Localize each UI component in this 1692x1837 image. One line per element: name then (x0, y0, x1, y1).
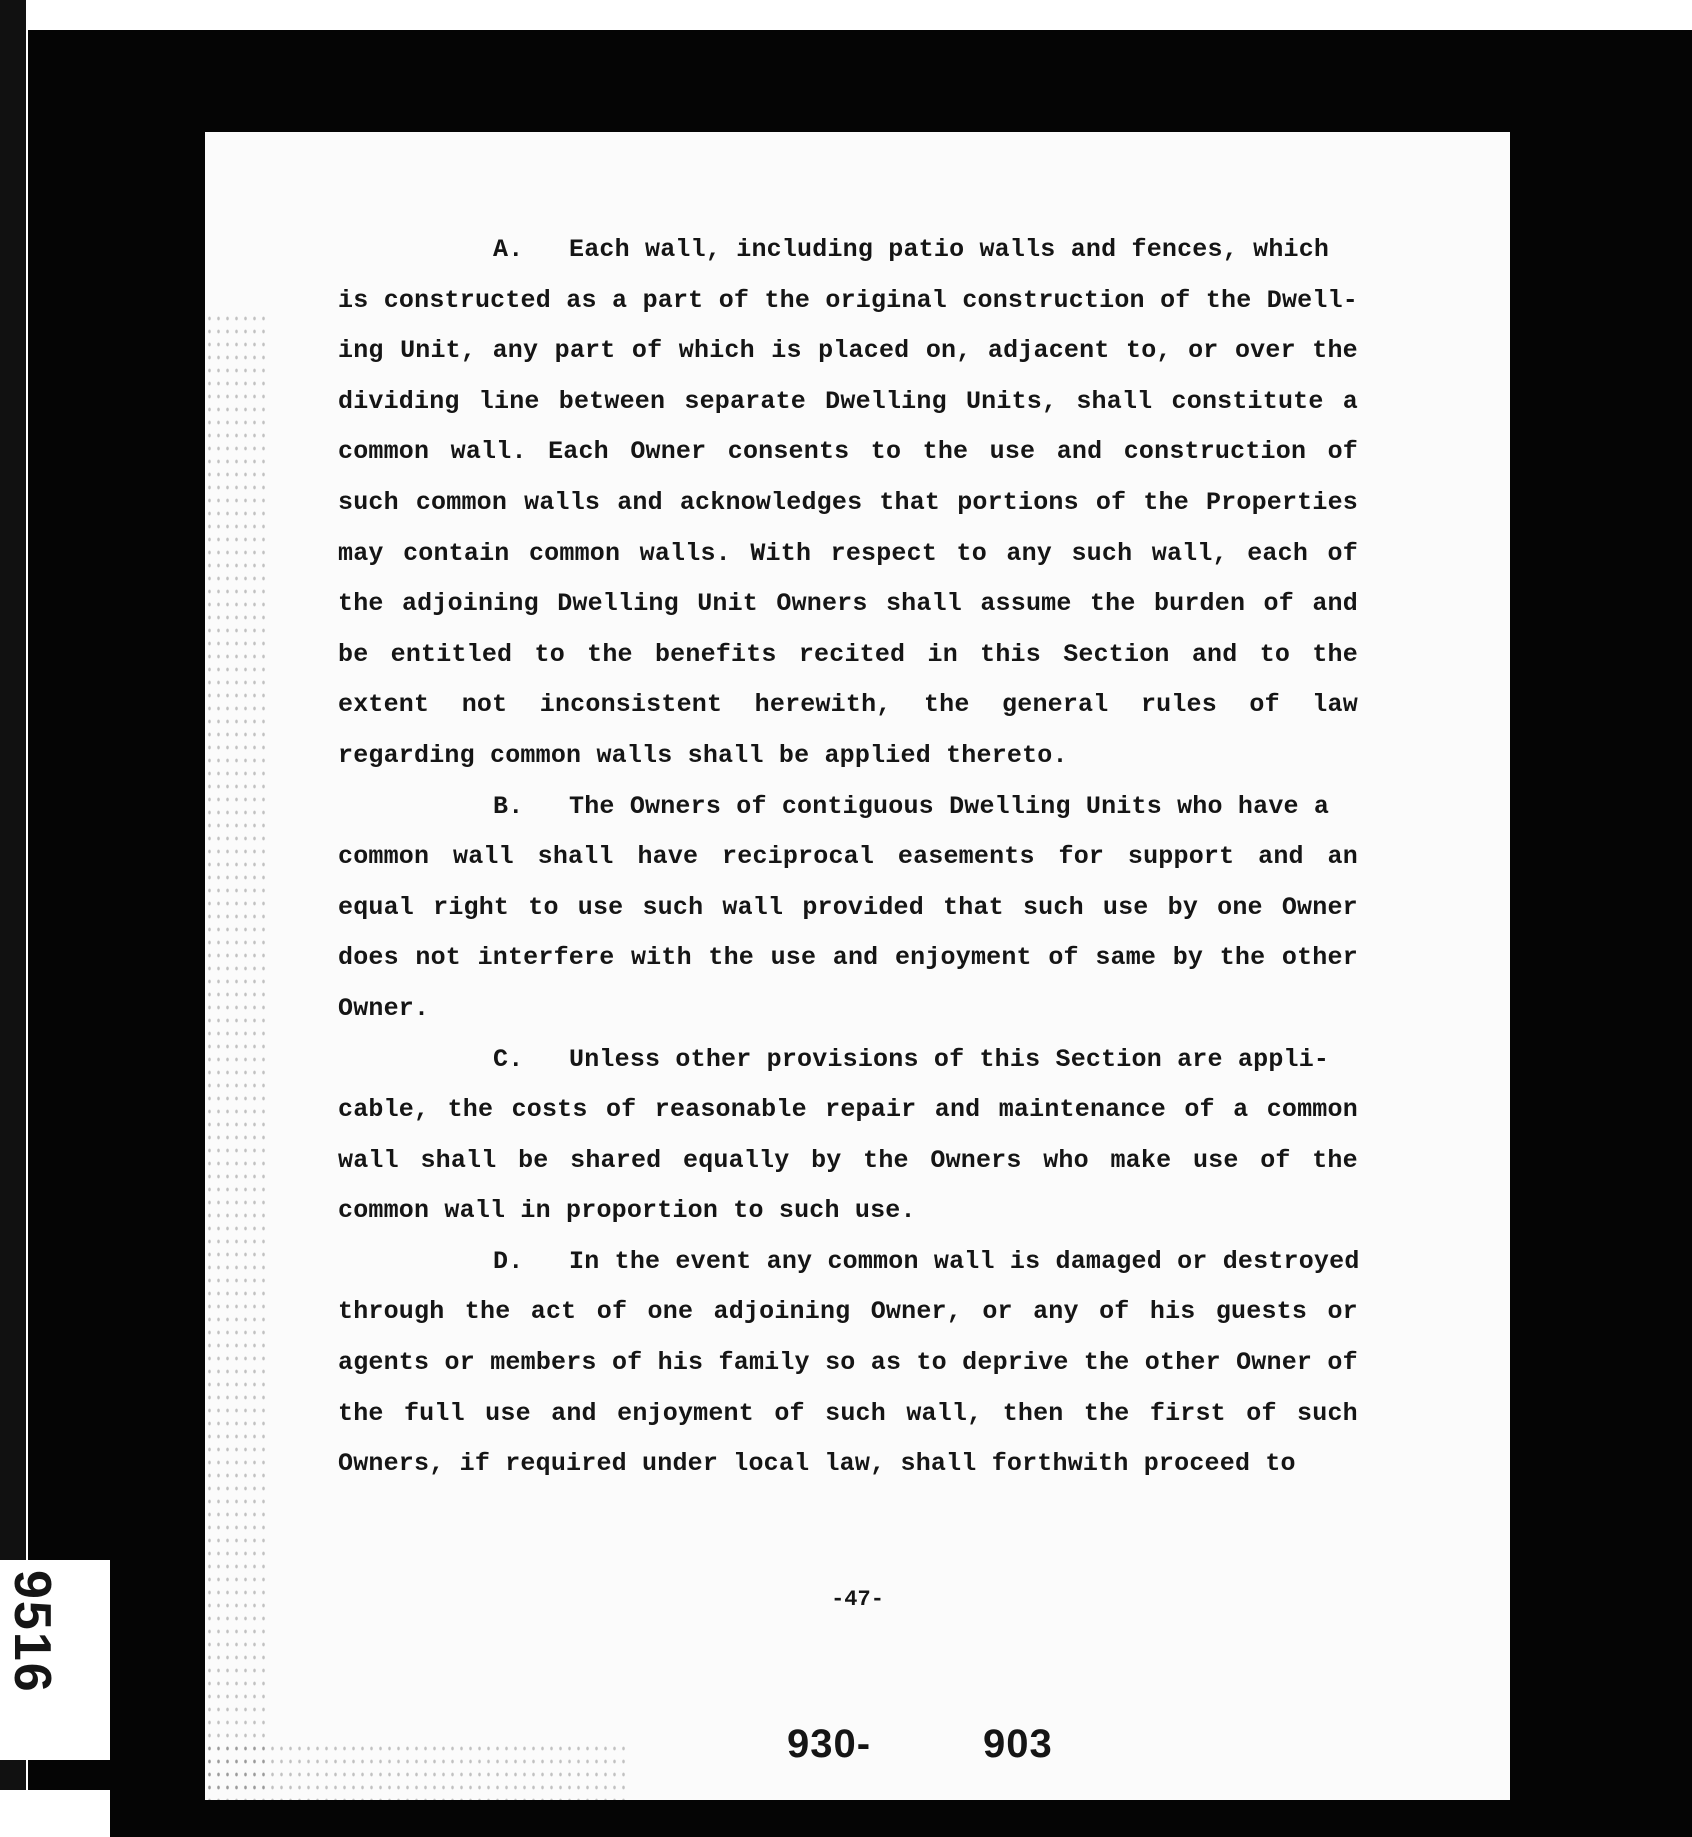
text-line: agents or members of his family so as to deprive the other Owner of (338, 1348, 1358, 1378)
text-line: be entitled to the benefits recited in this Section and to the (338, 639, 1358, 669)
scan-noise-bottom (205, 1742, 625, 1800)
text-line: Owner. (338, 993, 430, 1023)
text-line: regarding common walls shall be applied thereto. (338, 740, 1068, 770)
text-line: such common walls and acknowledges that portions of the Properties (338, 487, 1358, 517)
text-line: A. Each wall, including patio walls and fences, which (493, 235, 1330, 264)
text-line: through the act of one adjoining Owner, or any of his guests or (338, 1297, 1358, 1327)
text-line: Owners, if required under local law, shall forthwith proceed to (338, 1449, 1296, 1479)
side-document-number: 9516 (3, 1570, 61, 1694)
text-line: equal right to use such wall provided that such use by one Owner (338, 892, 1358, 922)
text-line: wall shall be shared equally by the Owners who make use of the (338, 1145, 1358, 1175)
document-page (205, 132, 1510, 1800)
text-line: the full use and enjoyment of such wall, then the first of such (338, 1398, 1358, 1428)
text-line: the adjoining Dwelling Unit Owners shall assume the burden of and (338, 589, 1358, 619)
text-line: common wall. Each Owner consents to the use and construction of (338, 437, 1358, 467)
text-line: is constructed as a part of the original construction of the Dwell- (338, 285, 1358, 315)
text-line: C. Unless other provisions of this Section are appli- (493, 1044, 1330, 1074)
text-line: common wall shall have reciprocal easements for support and an (338, 842, 1358, 872)
book-number-stamp: 930- (787, 1722, 872, 1766)
text-line: D. In the event any common wall is damaged or destroyed (493, 1246, 1360, 1276)
page-number-stamp: 903 (983, 1722, 1053, 1766)
text-line: does not interfere with the use and enjoyment of same by the other (338, 943, 1358, 973)
text-line: may contain common walls. With respect to any such wall, each of (338, 538, 1358, 568)
text-line: cable, the costs of reasonable repair and maintenance of a common (338, 1095, 1358, 1125)
page-number: -47- (831, 1587, 884, 1612)
scan-noise-left (205, 312, 265, 1792)
text-line: ing Unit, any part of which is placed on, adjacent to, or over the (338, 336, 1358, 366)
text-line: common wall in proportion to such use. (338, 1196, 916, 1226)
bottom-margin-white (0, 1790, 110, 1837)
text-line: dividing line between separate Dwelling Units, shall constitute a (338, 386, 1358, 416)
text-line: extent not inconsistent herewith, the general rules of law (338, 690, 1358, 720)
document-body (338, 225, 1358, 1490)
text-line: B. The Owners of contiguous Dwelling Units who have a (493, 791, 1330, 821)
